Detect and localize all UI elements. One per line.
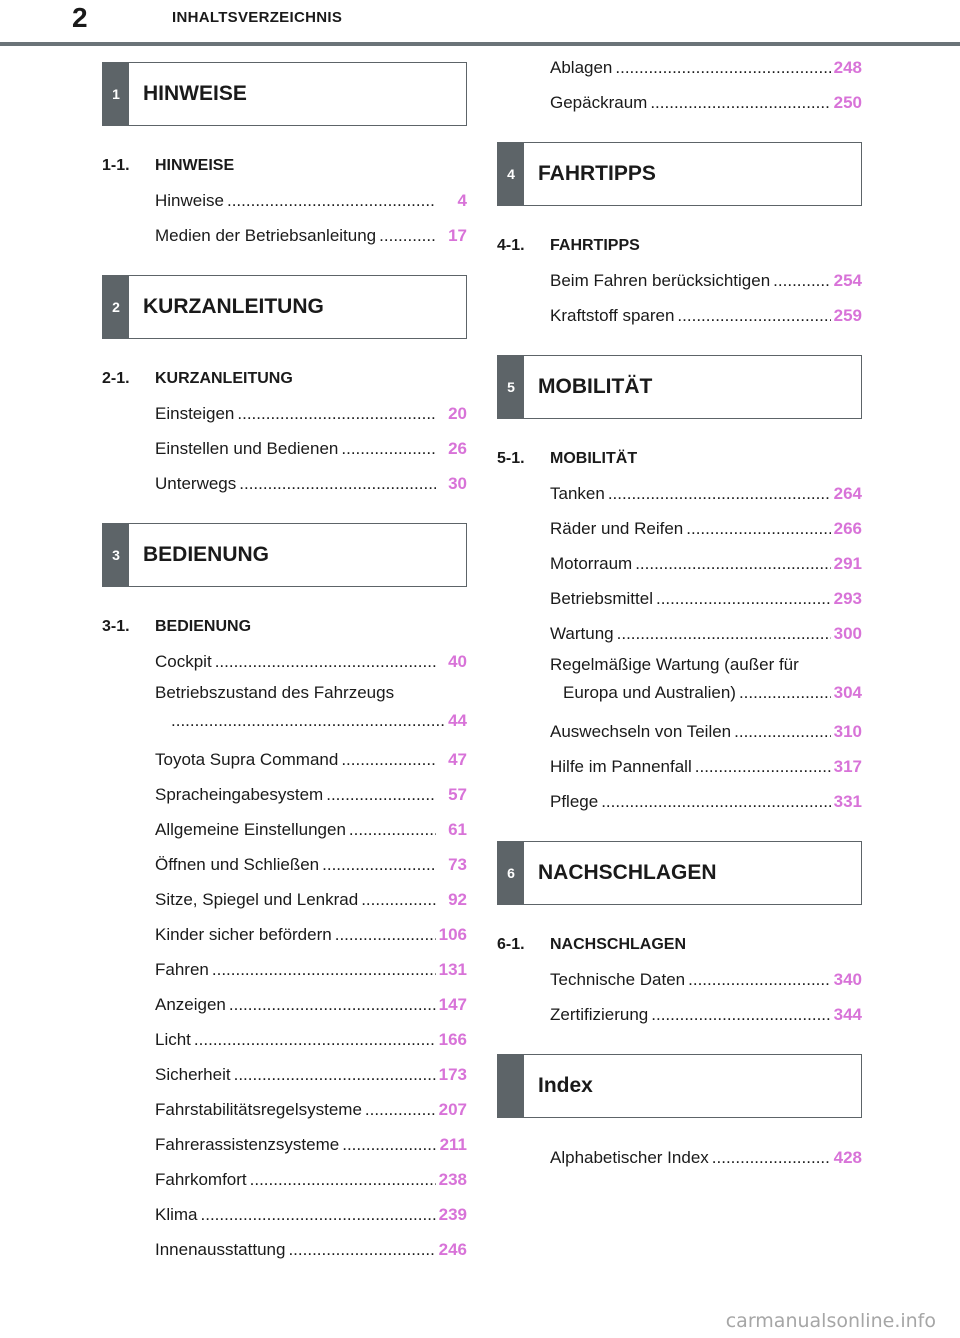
section-header-box[interactable] [497, 1054, 862, 1118]
toc-entry-label: Fahrstabilitätsregelsysteme [155, 1100, 362, 1119]
section-gap [497, 1032, 862, 1054]
dot-leader [695, 749, 831, 784]
toc-entry-page[interactable]: 300 [833, 624, 862, 643]
toc-entry-page[interactable]: 264 [833, 484, 862, 503]
dot-leader [341, 431, 436, 466]
toc-entry[interactable] [102, 1197, 467, 1232]
section-header-box[interactable] [102, 523, 467, 587]
toc-entry-label: Technische Daten [550, 970, 686, 989]
toc-entry[interactable] [497, 85, 862, 120]
toc-entry[interactable] [497, 298, 862, 333]
subsection-title: NACHSCHLAGEN [550, 935, 686, 953]
toc-entry[interactable] [497, 1140, 862, 1175]
toc-entry[interactable] [497, 962, 862, 997]
toc-entry-label: Hilfe im Pannenfall [550, 757, 692, 776]
toc-entry[interactable] [102, 1092, 467, 1127]
dot-leader [239, 466, 436, 501]
dot-leader [215, 644, 436, 679]
dot-leader [229, 987, 436, 1022]
toc-entry-page[interactable]: 266 [833, 519, 862, 538]
toc-entry-label: Kinder sicher befördern [155, 925, 332, 944]
toc-entry-page[interactable]: 131 [438, 960, 467, 979]
toc-entry-page[interactable]: 44 [448, 711, 467, 730]
section-gap [497, 120, 862, 142]
toc-entry-label: Unterwegs [155, 474, 237, 493]
dot-leader [212, 952, 436, 987]
toc-entry[interactable] [497, 511, 862, 546]
section-tab-number: 2 [103, 276, 129, 338]
toc-entry-page[interactable]: 147 [438, 995, 467, 1014]
toc-entry-page[interactable]: 291 [833, 554, 862, 573]
toc-entry[interactable] [102, 882, 467, 917]
toc-entry[interactable] [102, 1022, 467, 1057]
toc-entry-label: Innenausstattung [155, 1240, 286, 1259]
dot-leader [656, 581, 831, 616]
section-title: FAHRTIPPS [538, 162, 656, 185]
toc-entry-page[interactable]: 26 [448, 439, 467, 458]
toc-entry-line2 [155, 707, 467, 742]
toc-entry-label: Allgemeine Einstellungen [155, 820, 346, 839]
dot-leader [379, 218, 436, 253]
toc-entry[interactable] [497, 476, 862, 511]
dot-leader [342, 1127, 436, 1162]
subsection-title: MOBILITÄT [550, 449, 638, 467]
toc-entry-label: Toyota Supra Command [155, 750, 339, 769]
toc-entry[interactable] [102, 644, 467, 679]
toc-entry-page[interactable]: 17 [448, 226, 467, 245]
toc-entry-label: Einsteigen [155, 404, 235, 423]
toc-entry-page[interactable]: 92 [448, 890, 467, 909]
subsection-number: 3-1. [102, 617, 130, 635]
section-gap [102, 253, 467, 275]
toc-entry[interactable] [102, 952, 467, 987]
toc-entry-label: Öffnen und Schließen [155, 855, 320, 874]
subsection-number: 5-1. [497, 449, 525, 467]
toc-entry-page[interactable]: 166 [438, 1030, 467, 1049]
toc-entry-page[interactable]: 47 [448, 750, 467, 769]
toc-entry-page[interactable]: 207 [438, 1100, 467, 1119]
dot-leader [686, 511, 830, 546]
toc-entry-page[interactable]: 310 [833, 722, 862, 741]
toc-entry[interactable] [102, 917, 467, 952]
toc-entry[interactable] [102, 431, 467, 466]
dot-leader [365, 1092, 436, 1127]
toc-entry-label: Anzeigen [155, 995, 226, 1014]
toc-entry-label: Gepäckraum [550, 93, 648, 112]
subsection-heading [102, 361, 467, 396]
subsection-number: 2-1. [102, 369, 130, 387]
section-title: MOBILITÄT [538, 375, 653, 398]
dot-leader [234, 1057, 436, 1092]
section-tab-number: 3 [103, 524, 129, 586]
toc-entry-label: Zertifizierung [550, 1005, 649, 1024]
toc-entry[interactable] [497, 997, 862, 1032]
dot-leader [739, 679, 831, 707]
subsection-heading [497, 441, 862, 476]
toc-entry-label: Betriebszustand des Fahrzeugs [155, 683, 395, 702]
toc-entry[interactable] [102, 1057, 467, 1092]
dot-leader [608, 476, 831, 511]
dot-leader [171, 707, 445, 735]
toc-entry-label: Sitze, Spiegel und Lenkrad [155, 890, 359, 909]
toc-entry-page[interactable]: 30 [448, 474, 467, 493]
dot-leader [650, 85, 830, 120]
subsection-title: KURZANLEITUNG [155, 369, 293, 387]
toc-entry-page[interactable]: 317 [833, 757, 862, 776]
subsection-title: FAHRTIPPS [550, 236, 640, 254]
toc-entry-page[interactable]: 293 [833, 589, 862, 608]
toc-entry[interactable] [497, 784, 862, 819]
toc-entry-label: Betriebsmittel [550, 589, 653, 608]
toc-entry-label: Regelmäßige Wartung (außer für [550, 655, 799, 674]
subsection-heading [102, 609, 467, 644]
toc-entry[interactable] [497, 546, 862, 581]
section-gap [497, 333, 862, 355]
toc-entry-page[interactable]: 61 [448, 820, 467, 839]
toc-entry-page[interactable]: 246 [438, 1240, 467, 1259]
dot-leader [601, 784, 830, 819]
toc-entry-label: Ablagen [550, 58, 613, 77]
toc-entry[interactable] [102, 1127, 467, 1162]
toc-entry[interactable] [102, 396, 467, 431]
toc-entry[interactable] [102, 218, 467, 253]
section-title: HINWEISE [143, 82, 247, 105]
toc-entry-label: Medien der Betriebsanleitung [155, 226, 377, 245]
page-header [0, 0, 960, 46]
section-gap [102, 501, 467, 523]
dot-leader [250, 1162, 436, 1197]
toc-entry-page[interactable]: 344 [833, 1005, 862, 1024]
section-header-box[interactable] [102, 275, 467, 339]
toc-entry-label: Fahrerassistenzsysteme [155, 1135, 340, 1154]
toc-entry[interactable] [497, 714, 862, 749]
toc-entry-page[interactable]: 20 [448, 404, 467, 423]
toc-entry-page[interactable]: 73 [448, 855, 467, 874]
dot-leader [322, 847, 436, 882]
section-title: KURZANLEITUNG [143, 295, 324, 318]
toc-entry-page[interactable]: 304 [833, 683, 862, 702]
subsection-heading [497, 927, 862, 962]
section-header-box[interactable] [497, 142, 862, 206]
subsection-heading [497, 228, 862, 263]
toc-entry-page[interactable]: 106 [438, 925, 467, 944]
section-gap [497, 819, 862, 841]
toc-entry-label: Fahrkomfort [155, 1170, 247, 1189]
section-title: NACHSCHLAGEN [538, 861, 717, 884]
toc-entry-label: Spracheingabesystem [155, 785, 324, 804]
toc-entry-label: Einstellen und Bedienen [155, 439, 339, 458]
toc-entry[interactable] [102, 679, 467, 742]
toc-entry-label: Sicherheit [155, 1065, 231, 1084]
section-tab-number [498, 1055, 524, 1117]
toc-entry-label: Auswechseln von Teilen [550, 722, 732, 741]
toc-entry[interactable] [102, 812, 467, 847]
toc-entry[interactable] [102, 777, 467, 812]
dot-leader [194, 1022, 436, 1057]
toc-entry-label: Licht [155, 1030, 191, 1049]
toc-entry-line2 [550, 679, 862, 714]
toc-entry[interactable] [102, 183, 467, 218]
dot-leader [227, 183, 436, 218]
toc-entry[interactable] [497, 581, 862, 616]
toc-entry-label: Cockpit [155, 652, 212, 671]
toc-entry[interactable] [102, 1232, 467, 1267]
dot-leader [712, 1140, 831, 1175]
page-title: INHALTSVERZEICHNIS [172, 9, 343, 26]
toc-entry[interactable] [102, 466, 467, 501]
dot-leader [734, 714, 830, 749]
toc-entry[interactable] [497, 749, 862, 784]
dot-leader [617, 616, 831, 651]
section-header-box[interactable] [497, 355, 862, 419]
toc-entry-page[interactable]: 254 [833, 271, 862, 290]
subsection-number: 4-1. [497, 236, 525, 254]
toc-entry[interactable] [497, 651, 862, 714]
toc-column-right [497, 50, 862, 1175]
toc-entry[interactable] [102, 1162, 467, 1197]
subsection-heading [102, 148, 467, 183]
dot-leader [651, 997, 830, 1032]
page-number: 2 [72, 2, 88, 33]
toc-entry-label: Pflege [550, 792, 599, 811]
toc-entry[interactable] [497, 50, 862, 85]
dot-leader [677, 298, 830, 333]
toc-entry-label: Fahren [155, 960, 209, 979]
toc-entry-page[interactable]: 57 [448, 785, 467, 804]
dot-leader [688, 962, 830, 997]
toc-entry-page[interactable]: 340 [833, 970, 862, 989]
toc-entry-label: Motorraum [550, 554, 633, 573]
toc-entry-page[interactable]: 248 [833, 58, 862, 77]
dot-leader [335, 917, 436, 952]
toc-entry-label: Tanken [550, 484, 605, 503]
section-header-box[interactable] [497, 841, 862, 905]
dot-leader [635, 546, 830, 581]
dot-leader [288, 1232, 435, 1267]
toc-entry-page[interactable]: 239 [438, 1205, 467, 1224]
toc-entry-label: Kraftstoff sparen [550, 306, 675, 325]
toc-entry[interactable] [102, 987, 467, 1022]
dot-leader [361, 882, 436, 917]
section-title: Index [538, 1074, 593, 1097]
dot-leader [773, 263, 830, 298]
toc-entry[interactable] [497, 263, 862, 298]
toc-entry-page[interactable]: 259 [833, 306, 862, 325]
dot-leader [341, 742, 436, 777]
section-title: BEDIENUNG [143, 543, 270, 566]
toc-column-left [102, 62, 467, 1267]
toc-entry-page[interactable]: 40 [448, 652, 467, 671]
toc-entry-page[interactable]: 331 [833, 792, 862, 811]
dot-leader [326, 777, 436, 812]
toc-entry-label: Klima [155, 1205, 198, 1224]
toc-entry-label: Hinweise [155, 191, 224, 210]
toc-entry-label-cont: Europa und Australien) [563, 683, 736, 702]
section-tab-number: 6 [498, 842, 524, 904]
toc-entry-page[interactable]: 428 [833, 1148, 862, 1167]
toc-entry-label: Alphabetischer Index [550, 1148, 709, 1167]
subsection-title: HINWEISE [155, 156, 235, 174]
toc-entry-label: Beim Fahren berücksichtigen [550, 271, 771, 290]
toc-entry[interactable] [497, 616, 862, 651]
dot-leader [615, 50, 830, 85]
watermark: carmanualsonline.info [725, 1310, 936, 1332]
toc-entry[interactable] [102, 742, 467, 777]
dot-leader [349, 812, 436, 847]
section-tab-number: 1 [103, 63, 129, 125]
toc-entry-page[interactable]: 238 [438, 1170, 467, 1189]
toc-entry-page[interactable]: 4 [457, 191, 467, 210]
header-rule [0, 42, 960, 46]
section-tab-number: 5 [498, 356, 524, 418]
dot-leader [237, 396, 436, 431]
toc-entry[interactable] [102, 847, 467, 882]
section-tab-number: 4 [498, 143, 524, 205]
subsection-number: 1-1. [102, 156, 130, 174]
toc-entry-page[interactable]: 250 [833, 93, 862, 112]
toc-entry-label: Räder und Reifen [550, 519, 684, 538]
subsection-number: 6-1. [497, 935, 525, 953]
toc-entry-label: Wartung [550, 624, 614, 643]
section-header-box[interactable] [102, 62, 467, 126]
toc-entry-page[interactable]: 211 [439, 1135, 467, 1154]
subsection-title: BEDIENUNG [155, 617, 252, 635]
toc-entry-page[interactable]: 173 [438, 1065, 467, 1084]
dot-leader [201, 1197, 436, 1232]
